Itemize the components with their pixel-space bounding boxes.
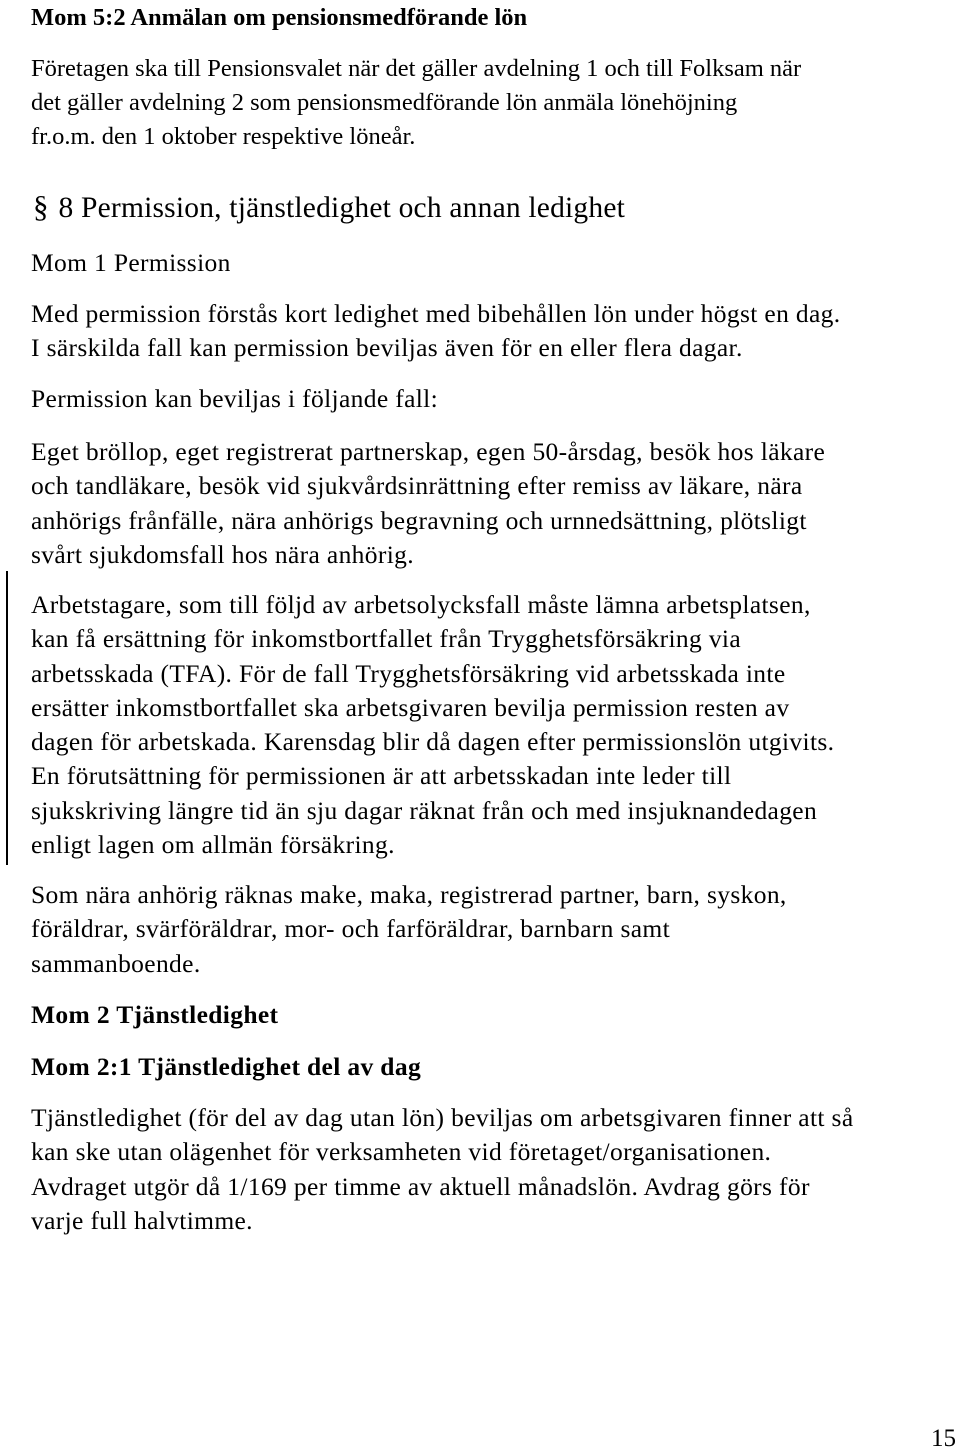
paragraph-line: kan få ersättning för inkomstbortfallet från Trygghetsförsäkring via	[31, 624, 742, 654]
paragraph-line: enligt lagen om allmän försäkring.	[31, 830, 395, 860]
paragraph-line: Eget bröllop, eget registrerat partnerskap, egen 50-årsdag, besök hos läkare	[31, 437, 826, 466]
change-bar	[6, 571, 8, 865]
paragraph-line: dagen för arbetskada. Karensdag blir då dagen efter permissionslön utgivits.	[31, 727, 835, 757]
page-number: 15	[931, 1425, 956, 1452]
paragraph-line: och tandläkare, besök vid sjukvårdsinrättning efter remiss av läkare, nära	[31, 471, 803, 501]
paragraph-line: Med permission förstås kort ledighet med bibehållen lön under högst en dag.	[31, 299, 841, 328]
mom-5-2-heading: Mom 5:2 Anmälan om pensionsmedförande lön	[31, 4, 528, 31]
paragraph-line: svårt sjukdomsfall hos nära anhörig.	[31, 539, 414, 569]
mom-2-1-heading: Mom 2:1 Tjänstledighet del av dag	[31, 1052, 422, 1081]
paragraph-line: det gäller avdelning 2 som pensionsmedförande lön anmäla lönehöjning	[31, 89, 738, 116]
mom-1-paragraph-cases	[31, 435, 948, 572]
mom-2-heading: Mom 2 Tjänstledighet	[31, 1000, 279, 1029]
paragraph-line: Som nära anhörig räknas make, maka, registrerad partner, barn, syskon,	[31, 880, 787, 909]
mom-2-1-paragraph	[31, 1101, 948, 1238]
paragraph-line: Avdraget utgör då 1/169 per timme av aktuell månadslön. Avdrag görs för	[31, 1171, 810, 1201]
section-8-heading	[33, 190, 948, 225]
paragraph-line: Permission kan beviljas i följande fall:	[31, 384, 439, 413]
paragraph-line: sjukskriving längre tid än sju dagar räknat från och med insjuknandedagen	[31, 795, 818, 825]
paragraph-line: anhörigs frånfälle, nära anhörigs begravning och urnnedsättning, plötsligt	[31, 505, 807, 535]
paragraph-line: I särskilda fall kan permission beviljas även för en eller flera dagar.	[31, 333, 743, 363]
mom-1-paragraph-work-injury	[31, 588, 948, 862]
paragraph-line: Företagen ska till Pensionsvalet när det gäller avdelning 1 och till Folksam när	[31, 55, 802, 82]
paragraph-line: kan ske utan olägenhet för verksamheten vid företaget/organisationen.	[31, 1137, 772, 1167]
mom-1-heading: Mom 1 Permission	[31, 248, 231, 277]
mom-5-2-paragraph	[31, 52, 948, 154]
paragraph-line: Tjänstledighet (för del av dag utan lön) beviljas om arbetsgivaren finner att så	[31, 1103, 854, 1132]
paragraph-line: En förutsättning för permissionen är att arbetsskadan inte leder till	[31, 761, 732, 791]
paragraph-line: fr.o.m. den 1 oktober respektive löneår.	[31, 123, 416, 150]
paragraph-line: varje full halvtimme.	[31, 1205, 253, 1235]
mom-1-paragraph-cases-intro	[31, 382, 948, 416]
section-sign: §	[33, 189, 49, 224]
mom-1-paragraph-definition	[31, 297, 948, 366]
paragraph-line: arbetsskada (TFA). För de fall Trygghetsförsäkring vid arbetsskada inte	[31, 658, 786, 688]
paragraph-line: ersätter inkomstbortfallet ska arbetsgivaren bevilja permission resten av	[31, 692, 790, 722]
mom-1-paragraph-relatives	[31, 878, 948, 981]
paragraph-line: Arbetstagare, som till följd av arbetsolycksfall måste lämna arbetsplatsen,	[31, 590, 811, 619]
section-title: 8 Permission, tjänstledighet och annan ledighet	[58, 192, 626, 224]
paragraph-line: föräldrar, svärföräldrar, mor- och farföräldrar, barnbarn samt	[31, 914, 671, 944]
paragraph-line: sammanboende.	[31, 948, 201, 978]
